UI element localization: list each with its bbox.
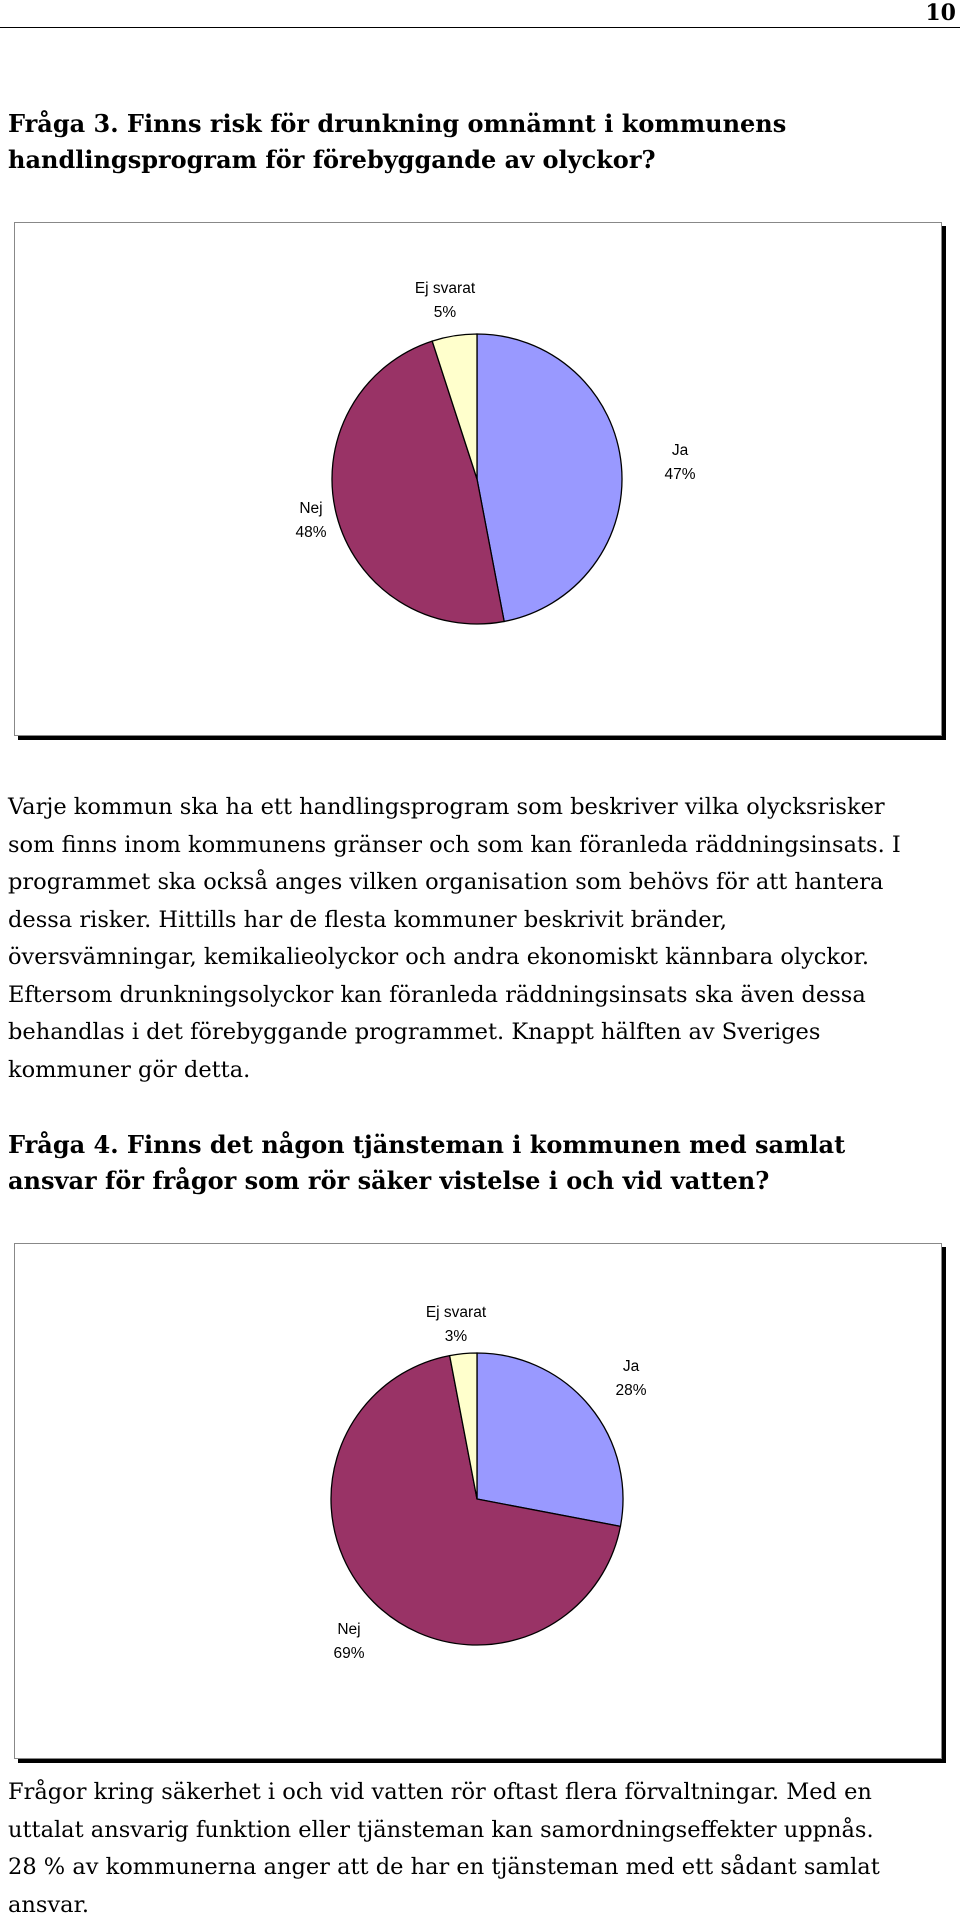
paragraph-1-line: Eftersom drunkningsolyckor kan föranleda räddningsinsats ska även dessa	[8, 977, 938, 1015]
paragraph-1-line: programmet ska också anges vilken organisation som behövs för att hantera	[8, 864, 938, 902]
slice-value-label: 69%	[333, 1645, 364, 1662]
paragraph-2-line: ansvar.	[8, 1887, 938, 1924]
slice-label: Ja	[672, 442, 689, 459]
chart-2-pie	[15, 1244, 941, 1758]
slice-value-label: 48%	[295, 524, 326, 541]
slice-value-label: 47%	[664, 466, 695, 483]
paragraph-1-line: dessa risker. Hittills har de flesta kommuner beskrivit bränder,	[8, 902, 938, 940]
paragraph-1	[8, 789, 938, 1089]
header-rule	[0, 27, 960, 28]
pie-slice-ja	[477, 334, 622, 621]
pie-slice-ja	[477, 1353, 623, 1526]
chart-2-frame	[14, 1243, 942, 1759]
paragraph-2	[8, 1774, 938, 1924]
paragraph-2-line: 28 % av kommunerna anger att de har en tjänsteman med ett sådant samlat	[8, 1849, 938, 1887]
slice-label: Ja	[623, 1358, 640, 1375]
slice-value-label: 3%	[445, 1328, 468, 1345]
paragraph-1-line: som finns inom kommunens gränser och som kan föranleda räddningsinsats. I	[8, 827, 938, 865]
paragraph-2-line: Frågor kring säkerhet i och vid vatten rör oftast flera förvaltningar. Med en	[8, 1774, 938, 1812]
slice-label: Nej	[337, 1621, 360, 1638]
paragraph-1-line: Varje kommun ska ha ett handlingsprogram som beskriver vilka olycksrisker	[8, 789, 938, 827]
paragraph-1-line: kommuner gör detta.	[8, 1052, 938, 1090]
paragraph-2-line: uttalat ansvarig funktion eller tjänsteman kan samordningseffekter uppnås.	[8, 1812, 938, 1850]
slice-value-label: 28%	[615, 1382, 646, 1399]
slice-label: Ej svarat	[415, 280, 476, 297]
chart-1-pie	[15, 223, 941, 735]
paragraph-1-line: översvämningar, kemikalieolyckor och andra ekonomiskt kännbara olyckor.	[8, 939, 938, 977]
slice-value-label: 5%	[434, 304, 457, 321]
question-4-line-2: ansvar för frågor som rör säker vistelse i och vid vatten?	[8, 1163, 938, 1199]
slice-label: Ej svarat	[426, 1304, 487, 1321]
chart-1-frame	[14, 222, 942, 736]
slice-label: Nej	[299, 500, 322, 517]
question-4-line-1: Fråga 4. Finns det någon tjänsteman i kommunen med samlat	[8, 1127, 938, 1163]
page-number: 10	[925, 0, 956, 26]
question-3-line-2: handlingsprogram för förebyggande av olyckor?	[8, 142, 938, 178]
paragraph-1-line: behandlas i det förebyggande programmet. Knappt hälften av Sveriges	[8, 1014, 938, 1052]
question-4-heading	[8, 1127, 938, 1199]
question-3-line-1: Fråga 3. Finns risk för drunkning omnämnt i kommunens	[8, 106, 938, 142]
question-3-heading	[8, 106, 938, 178]
